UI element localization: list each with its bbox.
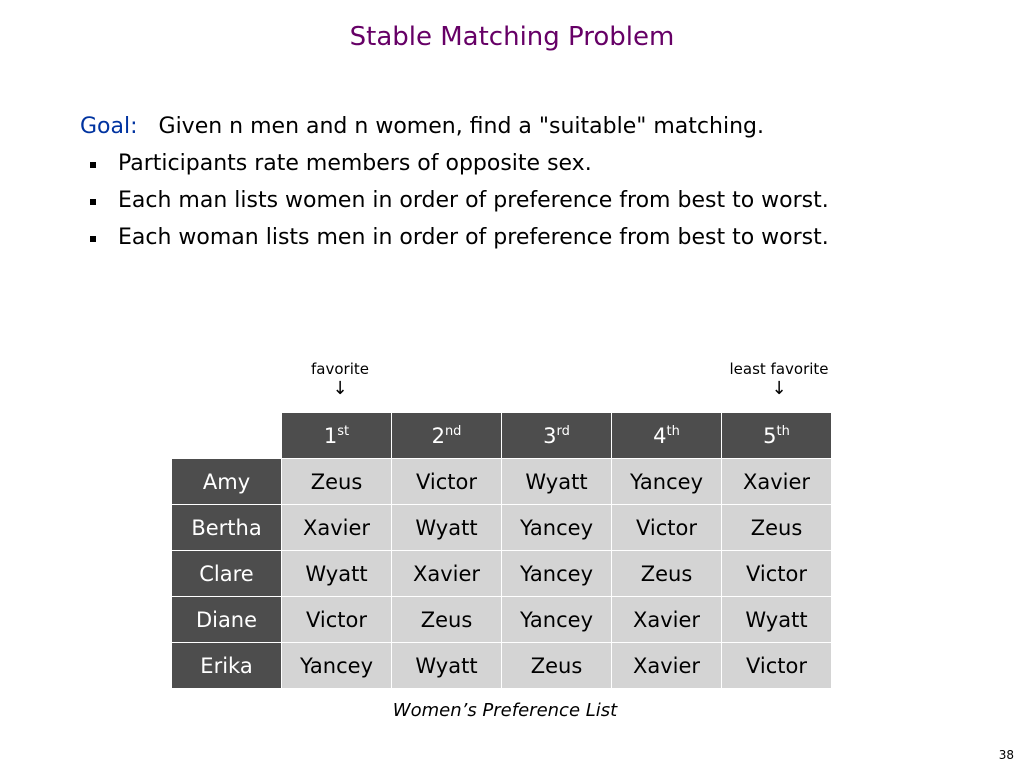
table-cell: Xavier	[282, 505, 391, 550]
table-cell: Yancey	[282, 643, 391, 688]
table-cell: Wyatt	[502, 459, 611, 504]
table-cell: Wyatt	[282, 551, 391, 596]
column-header: 3rd	[502, 413, 611, 458]
bullet-item	[90, 150, 829, 187]
bullet-icon	[90, 162, 96, 168]
down-arrow-icon: ↓	[771, 378, 787, 399]
table-cell: Zeus	[282, 459, 391, 504]
bullet-item	[90, 224, 829, 261]
table-cell: Xavier	[612, 597, 721, 642]
table-cell: Xavier	[392, 551, 501, 596]
column-header: 4th	[612, 413, 721, 458]
row-header: Amy	[172, 459, 281, 504]
favorite-annotation	[296, 360, 384, 398]
bullet-text: Each woman lists men in order of preference from best to worst.	[118, 225, 829, 250]
bullet-text: Participants rate members of opposite sex.	[118, 151, 592, 176]
table-caption: Women’s Preference List	[392, 700, 618, 721]
preference-table	[171, 412, 832, 689]
table-corner	[172, 413, 281, 458]
table-cell: Yancey	[502, 597, 611, 642]
table-row	[172, 551, 831, 596]
bullet-icon	[90, 199, 96, 205]
table-cell: Wyatt	[392, 643, 501, 688]
bullet-item	[90, 187, 829, 224]
row-header: Diane	[172, 597, 281, 642]
column-header: 5th	[722, 413, 831, 458]
page-number: 38	[998, 748, 1014, 762]
table-cell: Victor	[722, 551, 831, 596]
table-header-row	[172, 413, 831, 458]
favorite-label: favorite	[311, 360, 369, 378]
table-cell: Zeus	[722, 505, 831, 550]
table-row	[172, 459, 831, 504]
table-cell: Zeus	[392, 597, 501, 642]
table-cell: Yancey	[612, 459, 721, 504]
down-arrow-icon: ↓	[332, 378, 348, 399]
page-title: Stable Matching Problem	[349, 22, 675, 52]
column-header: 2nd	[392, 413, 501, 458]
table-cell: Xavier	[612, 643, 721, 688]
table-row	[172, 643, 831, 688]
table-row	[172, 597, 831, 642]
table-cell: Victor	[392, 459, 501, 504]
bullet-list	[90, 150, 829, 261]
table-row	[172, 505, 831, 550]
least-favorite-label: least favorite	[729, 360, 829, 378]
row-header: Clare	[172, 551, 281, 596]
goal-line	[80, 114, 764, 139]
table-cell: Xavier	[722, 459, 831, 504]
bullet-text: Each man lists women in order of preference from best to worst.	[118, 188, 829, 213]
table-cell: Wyatt	[722, 597, 831, 642]
table-cell: Victor	[722, 643, 831, 688]
table-cell: Victor	[612, 505, 721, 550]
row-header: Erika	[172, 643, 281, 688]
table-cell: Zeus	[502, 643, 611, 688]
column-header: 1st	[282, 413, 391, 458]
table-cell: Wyatt	[392, 505, 501, 550]
least-favorite-annotation	[712, 360, 846, 398]
bullet-icon	[90, 236, 96, 242]
table-cell: Victor	[282, 597, 391, 642]
table-cell: Zeus	[612, 551, 721, 596]
row-header: Bertha	[172, 505, 281, 550]
table-cell: Yancey	[502, 505, 611, 550]
table-cell: Yancey	[502, 551, 611, 596]
goal-text: Given n men and n women, find a "suitable" matching.	[158, 114, 764, 139]
goal-label: Goal:	[80, 114, 138, 139]
